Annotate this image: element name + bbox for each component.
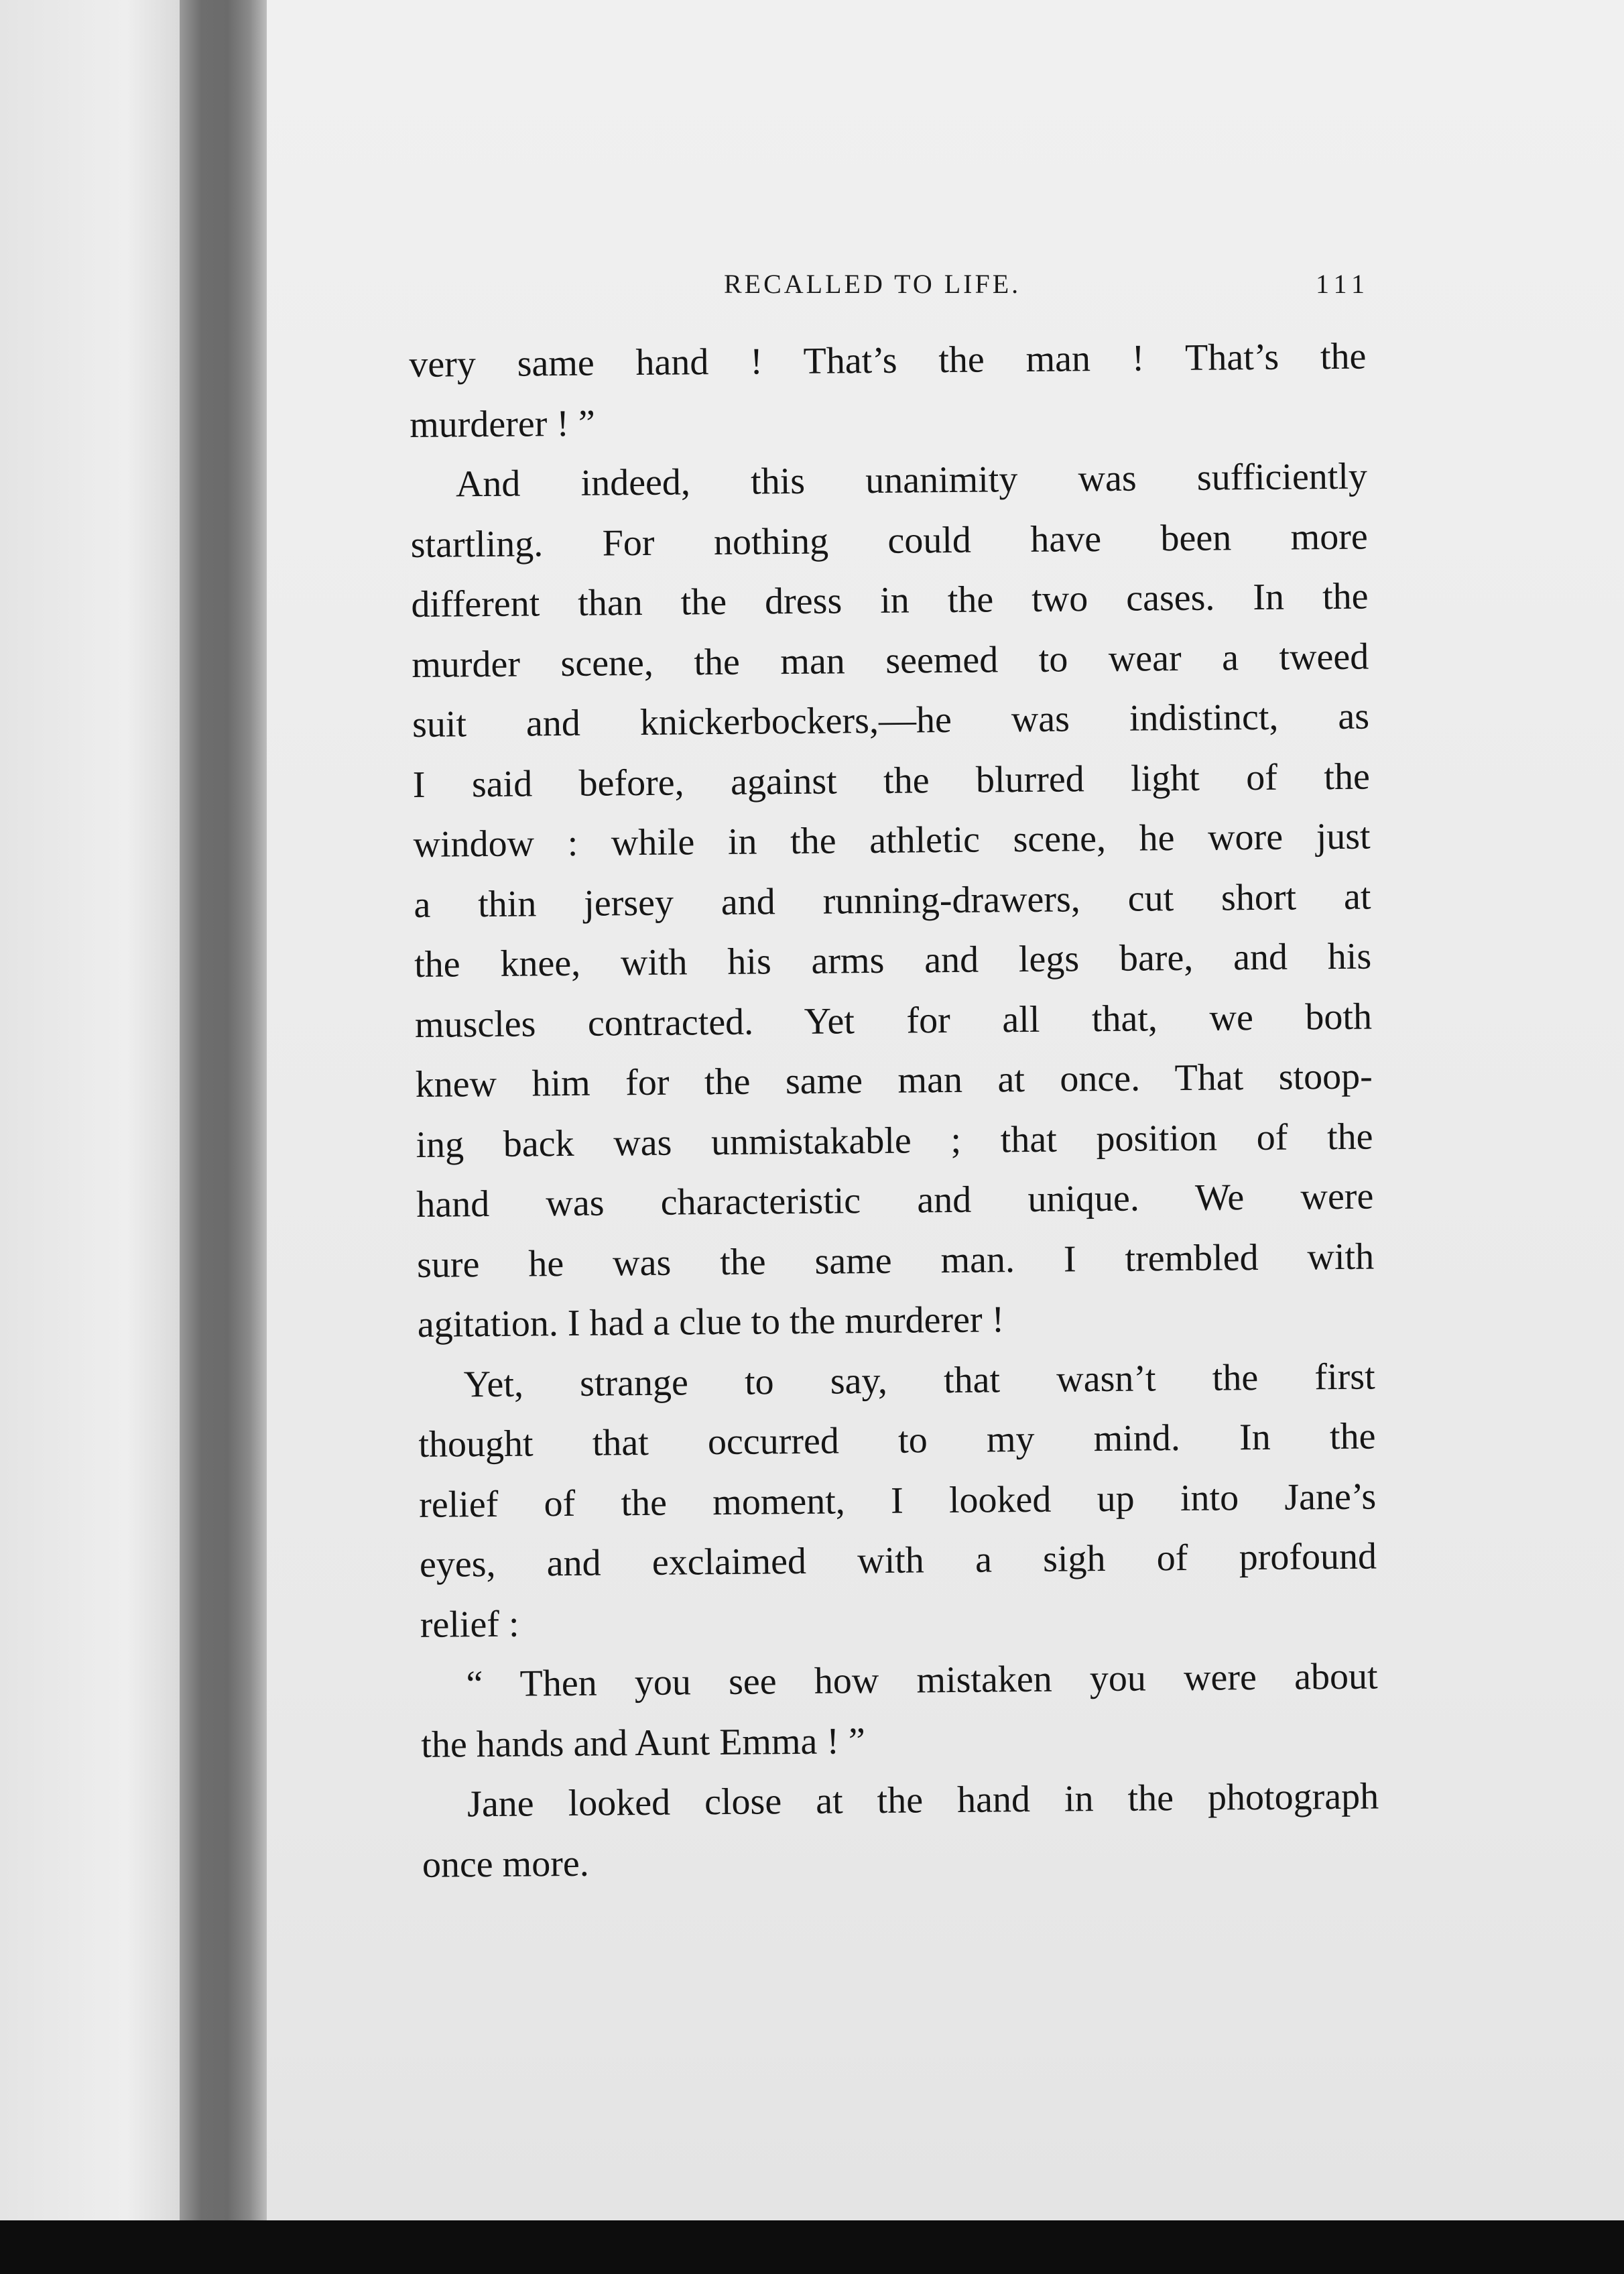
text-line: startling. For nothing could have been more [410, 516, 1368, 566]
text-line: Yet, strange to say, that wasn’t the first [463, 1355, 1375, 1405]
body-text [409, 327, 1379, 1895]
text-line: a thin jersey and running-drawers, cut short at [414, 876, 1371, 926]
page-header [724, 268, 1394, 315]
text-line: ing back was unmistakable ; that position of the [416, 1115, 1373, 1166]
text-line: very same hand ! That’s the man ! That’s the [409, 335, 1367, 385]
text-line: different than the dress in the two cases. In the [411, 575, 1369, 625]
book-gutter-shadow [180, 0, 267, 2220]
text-line: thought that occurred to my mind. In the [418, 1415, 1376, 1465]
text-line: knew him for the same man at once. That stoop- [415, 1055, 1373, 1105]
scan-bottom-edge [0, 2220, 1624, 2274]
text-line: murderer ! ” [409, 402, 596, 446]
text-line: I said before, against the blurred light of the [412, 756, 1371, 806]
text-line: And indeed, this unanimity was sufficiently [455, 455, 1368, 505]
text-line: relief of the moment, I looked up into Jane’s [418, 1475, 1377, 1526]
text-line: eyes, and exclaimed with a sigh of profound [419, 1535, 1377, 1585]
text-line: sure he was the same man. I trembled with [416, 1235, 1375, 1286]
text-line: agitation. I had a clue to the murderer ! [417, 1299, 1005, 1345]
text-line: the knee, with his arms and legs bare, and his [414, 935, 1372, 985]
text-line: “ Then you see how mistaken you were about [466, 1655, 1378, 1706]
text-line: relief : [420, 1603, 519, 1646]
running-head: RECALLED TO LIFE. [724, 269, 1021, 299]
text-line: the hands and Aunt Emma ! ” [421, 1720, 866, 1766]
facing-page-margin [0, 0, 181, 2220]
page-number: 111 [1315, 269, 1370, 299]
text-line: muscles contracted. Yet for all that, we both [414, 996, 1373, 1046]
text-line: suit and knickerbockers,—he was indistinct, as [412, 695, 1370, 745]
text-line: hand was characteristic and unique. We were [416, 1175, 1374, 1225]
text-line: once more. [422, 1842, 589, 1886]
text-line: window : while in the athletic scene, he wore just [413, 815, 1371, 865]
text-line: Jane looked close at the hand in the photograph [466, 1775, 1379, 1826]
text-line: murder scene, the man seemed to wear a tweed [412, 636, 1369, 686]
